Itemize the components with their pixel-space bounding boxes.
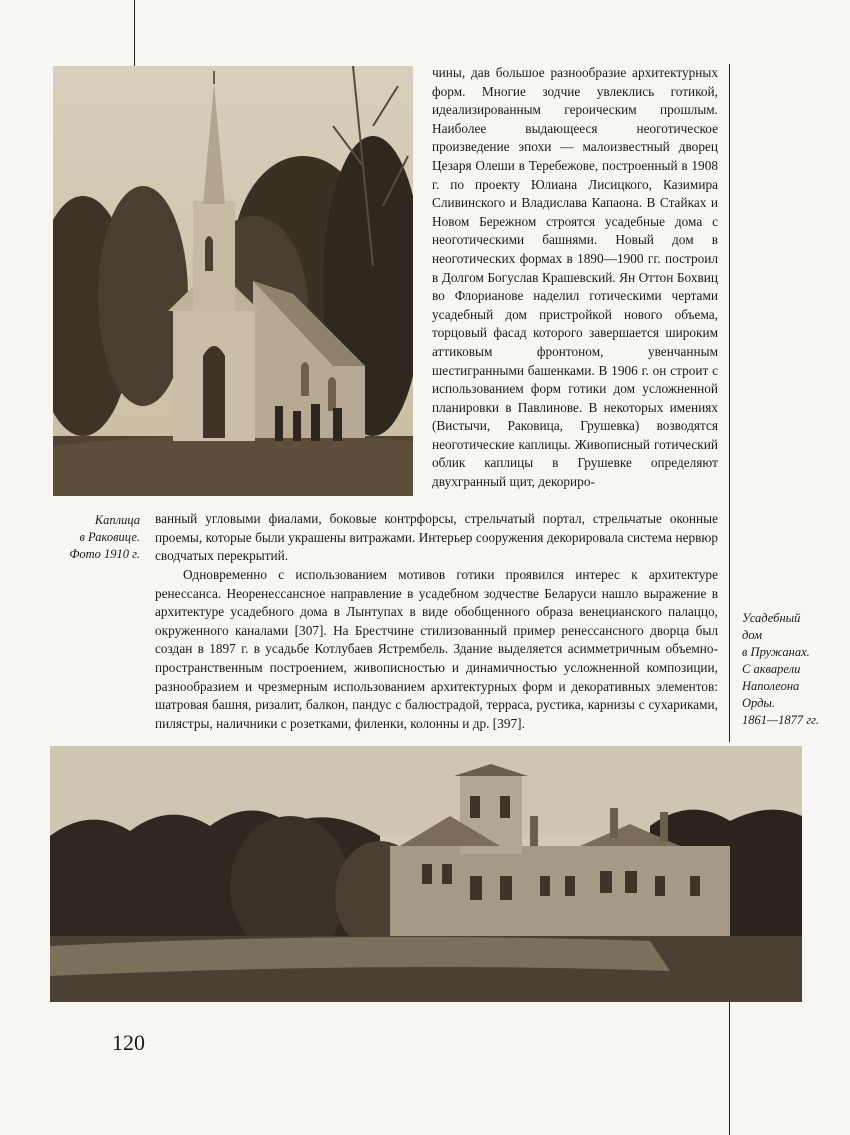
chapel-caption-line: Каплица [94,513,140,527]
chapel-photo [53,66,413,496]
page-number: 120 [112,1030,145,1055]
manor-caption-line: 1861—1877 гг. [742,713,819,727]
manor-illustration [50,746,802,1002]
manor-caption-line: Наполеона [742,679,800,693]
manor-caption [742,610,842,729]
chapel-caption-line: Фото 1910 г. [69,547,140,561]
margin-rule-right-bottom [729,1002,730,1135]
manor-caption-line: Усадебный [742,611,801,625]
body-paragraph-renaissance: Одновременно с использованием мотивов готики проявился интерес к архитектуре ренессанса. Неоренессансное направление в усадебном зодчестве Беларуси нашло выражение в архитектуре усадебного дома в Лынтупах в виде обобщенного образа венецианского палаццо, окруженного каналами [307]. На Брестчине стилизованный пример ренессансного дворца был создан в 1897 г. в усадьбе Котлубаев Ястрембель. Здание выделяется асимметричным объемно-пространственным построением, живописностью и динамичностью усложненной композиции, разнообразием и чрезмерным использованием архитектурных форм и декоративных элементов: шатровая башня, ризалит, балкон, пандус с балюстрадой, терраса, рустика, карнизы с сухариками, пилястры, наличники с розетками, филенки, колонны и др. [397]. [155,567,718,731]
margin-rule-left [134,0,135,66]
chapel-caption-line: в Раковице. [79,530,140,544]
body-text-column: чины, дав большое разнообразие архитектурных форм. Многие зодчие увлеклись готикой, идеализированным героическим прошлым. Наиболее выдающееся неоготическое произведение эпохи — малоизвестный дворец Цезаря Олеши в Теребежове, построенный в 1908 г. по проекту Юлиана Лисицкого, Казимира Сливинского и Владислава Капаона. В Стайках и Новом Бережном строятся усадебные дома с неоготическими башнями. Новый дом в неоготических формах в 1890—1900 гг. построил в Долгом Богуслав Крашевский. Ян Оттон Бохвиц во Флорианове наделил готическими чертами усадебный дом пристройкой нового объема, торцовый фасад которого завершается широким аттиковым фронтоном, увенчанным шестигранными башенками. В 1906 г. он строит с использованием форм готики дом усложненной планировки в Павлинове. В некоторых имениях (Вистычи, Раковица, Грушевка) возводятся неоготические каплицы. Живописный готический облик каплицы в Грушевке определяют двухгранный щит, декориро- [432,65,718,490]
chapel-caption [40,512,140,563]
manor-caption-line: дом [742,628,763,642]
manor-caption-line: Орды. [742,696,776,710]
manor-caption-line: в Пружанах. [742,645,810,659]
body-text-continuation: ванный угловыми фиалами, боковые контрфорсы, стрельчатый портал, стрельчатые оконные проемы, которые были украшены витражами. Интерьер сооружения декорировала система нервюр сводчатых перекрытий. [155,511,718,564]
margin-rule-right [729,64,730,742]
manor-caption-line: С акварели [742,662,801,676]
